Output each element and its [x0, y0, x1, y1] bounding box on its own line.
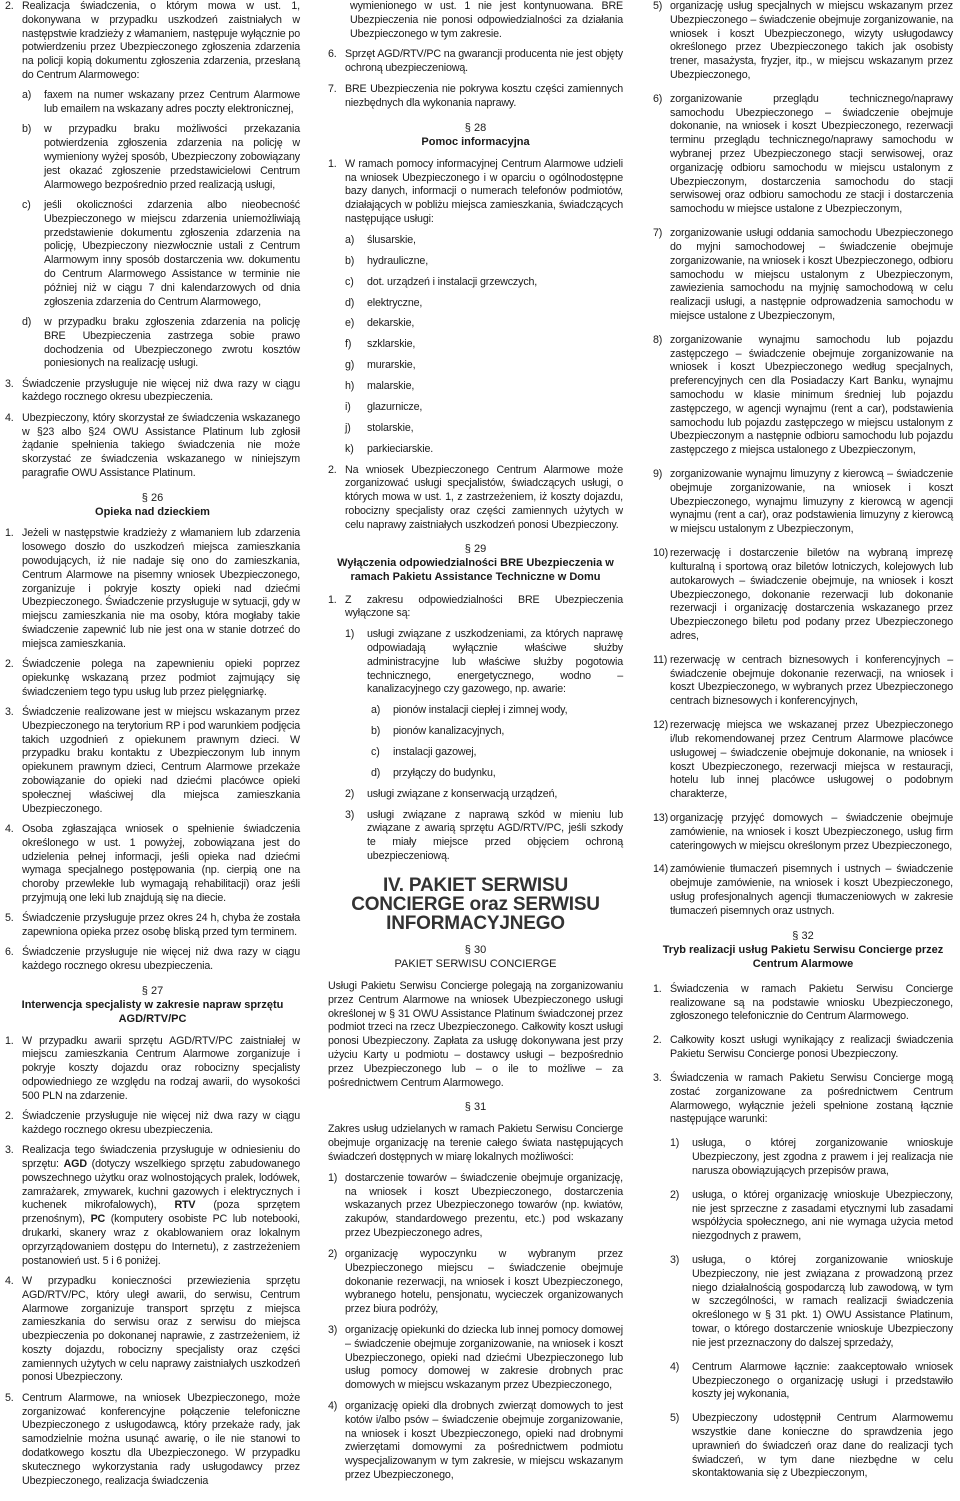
item-number: k) [345, 442, 354, 455]
item-text: zorganizowanie wynajmu samochodu lub pojazdu zastępczego – świadczenie obejmuje zorganizowanie na wniosek i koszt Ubezpieczonego według specjalnych, preferencyjnych cen dla Posiadaczy Kart Banku, wynajmu samochodu w klasie minimum średniej lub pojazdu zastępczego, w agencji wynajmu (rent a car), podstawienia samochodu lub pojazdu zastępczego w miejscu ustalonym z Ubezpieczonym a następnie odbioru samochodu lub pojazdu zastępczego z miejsca ustalonego z Ubezpieczonym, [670, 333, 953, 457]
item-number: a) [345, 233, 355, 246]
item-number: g) [345, 359, 355, 372]
item-number: 4. [5, 1274, 14, 1287]
list-item [5, 527, 300, 651]
item-number: 6) [653, 92, 663, 105]
section-title: Interwencja specjalisty w zakresie napraw sprzętu AGD/RTV/PC [21, 998, 284, 1025]
list-item [328, 809, 623, 864]
item-text: instalacji gazowej, [393, 746, 477, 759]
item-text: zorganizowanie przeglądu technicznego/naprawy samochodu Ubezpieczonego – świadczenie obejmuje dokonanie, na wniosek i koszt Ubezpieczonego, rezerwacji terminu przeglądu technicznego/naprawy samochodu w wybranej przez Ubezpieczonego stacji serwisowej, oraz organizację odbioru samochodu w miejscu ustalonym z Ubezpieczonym, dostarczenia samochodu do stacji serwisowej oraz odbioru samochodu ze stacji i dostarczenia samochodu w miejsce ustalone z Ubezpieczonym, [670, 92, 953, 216]
list-item [328, 704, 623, 718]
item-number: 10) [653, 547, 668, 560]
list-item [328, 1324, 623, 1393]
item-number: a) [22, 89, 32, 102]
item-text: Z zakresu odpowiedzialności BRE Ubezpieczenia wyłączone są: [345, 593, 623, 620]
list-item [653, 1137, 953, 1178]
section-number: § 31 [464, 1101, 487, 1114]
item-number: c) [22, 199, 31, 211]
list-item [653, 1072, 953, 1127]
paragraph: Zakres usług udzielanych w ramach Pakietu Serwisu Concierge obejmuje organizację na terenie całego świata następujących świadczeń dostępnych w miarę lokalnych możliwości: [328, 1123, 623, 1163]
part-title-line: INFORMACYJNEGO [386, 912, 565, 934]
list-item [328, 83, 623, 111]
part-title-line: IV. PAKIET SERWISU [382, 874, 569, 896]
list-item [653, 812, 953, 853]
list-item [5, 946, 300, 974]
list-item [653, 654, 953, 709]
item-number: 11) [653, 653, 668, 666]
item-number: 2. [328, 463, 337, 476]
item-number: 2) [670, 1188, 680, 1201]
section-heading [328, 1100, 623, 1114]
item-number: 2. [5, 0, 14, 12]
item-number: 1) [328, 1171, 338, 1184]
item-number: 3. [653, 1072, 662, 1085]
list-item [328, 317, 623, 331]
bold-term: RTV [174, 1199, 196, 1212]
item-number: 7. [328, 83, 337, 96]
section-title: Tryb realizacji usług Pakietu Serwisu Concierge przez Centrum Alarmowe [662, 943, 944, 970]
item-text: dekarskie, [367, 317, 415, 330]
item-number: e) [345, 317, 355, 330]
item-text: faxem na numer wskazany przez Centrum Alarmowe lub emailem na wskazany adres poczty elektronicznej, [44, 89, 300, 116]
item-text: Jeżeli w następstwie kradzieży z włamaniem lub zdarzenia losowego doszło do uszkodzeń miejsca zamieszkania powodujących, iż nie nadaje się ono do zamieszkania, Centrum Alarmowe na pisemny wniosek Ubezpieczonego, zorganizuje i pokryje koszty opieki nad dziećmi Ubezpieczonego. Świadczenie przysługuje w sytuacji, gdy w miejscu zamieszkania nie ma osoby, która mogłaby takie świadczenie zapewnić lub nie jest ona w stanie dotrzeć do miejsca zamieszkania. [22, 527, 300, 650]
list-item [653, 1034, 953, 1062]
item-text: usługa, o której zorganizowanie wnioskuje Ubezpieczony, jest zgodna z prawem i jej realizacja nie narusza obowiązujących przepisów prawa, [692, 1137, 953, 1177]
list-item [328, 767, 623, 781]
list-item [653, 547, 953, 644]
item-number: i) [345, 400, 351, 413]
item-text: Świadczenie realizowane jest w miejscu wskazanym przez Ubezpieczonego na terytorium RP i pod warunkiem podjęcia takich uzgodnień z opiekunem prawnym dzieci. W przypadku braku kontaktu z Ubezpieczonym lub innym opiekunem prawnym dzieci, Centrum Alarmowe przekaże zobowiązanie do opieki nad dziećmi placówce opieki społecznej właściwej dla miejsca zamieszkania Ubezpieczonego. [22, 705, 300, 815]
section-number: § 30 [464, 943, 487, 956]
section-title: PAKIET SERWISU CONCIERGE [394, 957, 557, 970]
list-item [5, 89, 300, 117]
list-item [5, 412, 300, 481]
list-item [653, 863, 953, 918]
item-text: stolarskie, [367, 421, 414, 434]
list-item [5, 1110, 300, 1138]
column-middle [328, 0, 623, 1490]
item-number: 3. [5, 1144, 14, 1157]
list-item [328, 48, 623, 76]
item-text: hydrauliczne, [367, 254, 429, 267]
item-number: 3) [328, 1323, 338, 1336]
list-item [328, 401, 623, 415]
list-item [328, 338, 623, 352]
list-item [328, 443, 623, 457]
list-item [328, 725, 623, 739]
item-text: dostarczenie towarów – świadczenie obejmuje organizację, na wniosek i koszt Ubezpieczonego, dostarczenia wskazanych przez Ubezpieczonego towarów (np. kwiatów, zakupów, standardowego prezentu, etc.) pod wskazany przez Ubezpieczonego adres, [345, 1171, 623, 1240]
item-number: 3. [5, 705, 14, 718]
item-number: 7) [653, 227, 663, 240]
section-number: § 27 [141, 984, 164, 997]
item-number: 2. [5, 658, 14, 671]
section-heading [328, 121, 623, 149]
item-text: zorganizowanie usługi oddania samochodu Ubezpieczonego do myjni samochodowej – świadczenie obejmuje zorganizowanie, na wniosek i koszt Ubezpieczonego, odbioru samochodu w miejscu ustalonym z Ubezpieczonym, zawiezienia samochodu na myjnię samochodową w celu realizacji usługi, a następnie odprowadzenia samochodu w miejsce ustalone z Ubezpieczonym, [670, 227, 953, 322]
item-text: Realizacja tego świadczenia przysługuje w odniesieniu do sprzętu: AGD (dotyczy wszelkiego sprzętu zabudowanego powszechnego użytku oraz wolnostojących pralek, lodówek, zamrażarek, zmywarek, kuchni gazowych i elektrycznych i kuchenek mikrofalowych), RTV (poza sprzętem przenośnym), PC (komputery osobiste PC lub notebooki, drukarki, skanery wraz z okablowaniem oraz lokalnym oprzyrządowaniem dostępu do Internetu), z zastrzeżeniem postanowień ust. 5 i 6 poniżej. [22, 1144, 300, 1267]
item-text: zorganizowanie wynajmu limuzyny z kierowcą – świadczenie obejmuje zorganizowanie, na wniosek i koszt Ubezpieczonego, wynajmu limuzyny z kierowcą w agencji wynajmu (rent a car), oraz podstawienia limuzyny z kierowcą w miejscu ustalonym z Ubezpieczonym, [670, 468, 953, 536]
item-number: b) [22, 123, 32, 136]
item-number: 1. [5, 527, 14, 540]
bold-term: AGD [63, 1157, 87, 1170]
item-text: ślusarskie, [367, 233, 416, 246]
item-text: Świadczenie polega na zapewnieniu opieki poprzez opiekunkę wskazaną przez podmiot zajmujący się świadczeniem tego typu usług lub przez pielęgniarkę. [22, 658, 300, 698]
item-number: 6. [5, 946, 14, 959]
list-item [5, 1392, 300, 1489]
list-item [328, 788, 623, 802]
item-number: d) [371, 766, 381, 779]
list-item [5, 316, 300, 371]
list-item [5, 706, 300, 816]
item-number: 4. [5, 822, 14, 835]
item-number: 5) [670, 1412, 680, 1425]
item-text: Całkowity koszt usługi wynikający z realizacji świadczenia Pakietu Serwisu Concierge ponosi Ubezpieczony. [670, 1034, 953, 1061]
item-text: elektryczne, [367, 296, 423, 309]
item-number: h) [345, 380, 355, 392]
item-text: rezerwację w centrach biznesowych i konferencyjnych – świadczenie obejmuje dokonanie rezerwacji, na wniosek i koszt Ubezpieczonego, w wybranych przez Ubezpieczonego centrach biznesowych i konferencyjnych, [670, 653, 953, 708]
item-number: 9) [653, 468, 663, 481]
item-text: usługi związane z naprawą szkód w mieniu lub związane z awarią sprzętu AGD/RTV/PC, jeśli szkody te miały miejsce przed objęciem ochroną ubezpieczeniową. [367, 808, 623, 863]
item-number: d) [345, 296, 355, 309]
list-item [5, 199, 300, 309]
section-title: Wyłączenia odpowiedzialności BRE Ubezpieczenia w ramach Pakietu Assistance Techniczne w Domu [337, 557, 614, 584]
column-left [5, 0, 300, 1495]
section-number: § 32 [792, 929, 814, 942]
section-heading [328, 542, 623, 584]
item-number: 1) [345, 628, 355, 641]
item-number: 1) [670, 1137, 680, 1150]
item-text: BRE Ubezpieczenia nie pokrywa kosztu części zamiennych niezbędnych dla wykonania naprawy. [345, 83, 623, 109]
item-text: Centrum Alarmowe łącznie: zaakceptowało wniosek Ubezpieczonego o organizację usługi i przedstawiło koszty jej wykonania, [692, 1360, 953, 1401]
part-title-line: CONCIERGE oraz SERWISU [351, 893, 600, 915]
list-item [653, 227, 953, 324]
item-number: a) [371, 704, 381, 717]
item-text: usługi związane z uszkodzeniami, za których naprawę odpowiadają wyłącznie właściwe służby administracyjne lub właściwe służby pogotowia technicznego, energetycznego, wodno – kanalizacyjnego czy gazowego, np. awarie: [367, 628, 623, 696]
item-number: 5. [5, 1391, 14, 1404]
item-text: Sprzęt AGD/RTV/PC na gwarancji producenta nie jest objęty ochroną ubezpieczeniową. [345, 48, 623, 75]
item-text: szklarskie, [367, 338, 416, 351]
list-item [328, 1172, 623, 1241]
item-text: Świadczenie przysługuje nie więcej niż dwa razy w ciągu każdego rocznego okresu ubezpieczenia. [22, 946, 300, 973]
item-number: 5) [653, 0, 663, 12]
item-text: Centrum Alarmowe, na wniosek Ubezpieczonego, może zorganizować konferencyjne połączenie telefoniczne Ubezpieczonego z usługodawcą, który przekaże rady, jak samodzielnie można usunąć awarię, o ile nie stanowi to dodatkowego kosztu dla Ubezpieczonego. W przypadku skutecznego wykorzystania rady usługodawcy przez Ubezpieczonego, realizacja świadczenia [22, 1391, 300, 1487]
item-text: Świadczenie przysługuje nie więcej niż dwa razy w ciągu każdego rocznego okresu ubezpieczenia. [22, 1110, 300, 1136]
item-text: organizację wypoczynku w wybranym przez Ubezpieczonego miejscu – świadczenie obejmuje dokonanie rezerwacji, na wniosek i koszt Ubezpieczonego, wybranego hotelu, pensjonatu, wycieczek organizowanych przez biura podróży, [345, 1247, 623, 1316]
item-number: f) [345, 338, 352, 351]
item-text: Świadczenie przysługuje przez okres 24 h, chyba że została zapewniona opieka przez osobę bliską przed tym terminem. [22, 912, 300, 939]
item-text: glazurnicze, [367, 400, 423, 413]
item-number: 4) [670, 1360, 680, 1373]
item-text: rezerwację i dostarczenie biletów na wybraną imprezę kulturalną i sportową oraz biletów lotniczych, kolejowych lub autokarowych – świadczenie obejmuje, na wniosek i koszt Ubezpieczonego, dokonanie rezerwacji lub dokonanie rezerwacji i organizację dostarczenia wskazanego przez Ubezpieczonego biletu pod podany przez Ubezpieczonego adres, [670, 547, 953, 642]
list-item [653, 468, 953, 537]
item-text: pionów instalacji ciepłej i zimnej wody, [393, 704, 568, 717]
item-text: w przypadku braku zgłoszenia zdarzenia na policję BRE Ubezpieczenia zastrzega sobie prawo dochodzenia od Ubezpieczonego zwrotu kosztów poniesionych na realizację usługi. [44, 315, 300, 370]
list-item [5, 912, 300, 940]
item-text: usługi związane z konserwacją urządzeń, [367, 787, 558, 800]
list-item [328, 1248, 623, 1317]
column-right [653, 0, 953, 1491]
item-text: Świadczenia w ramach Pakietu Serwisu Concierge realizowane są na podstawie wniosku Ubezpieczonego, zgłoszonego telefonicznie do Centrum Alarmowego. [670, 982, 953, 1023]
paragraph: wymienionego w ust. 1 nie jest kontynuowana. BRE Ubezpieczenia nie ponosi odpowiedzialności za działania Ubezpieczonego w tym zakresie. [350, 0, 623, 40]
item-text: W ramach pomocy informacyjnej Centrum Alarmowe udzieli na wniosek Ubezpieczonego i w oparciu o ogólnodostępne bazy danych, informacji o numerach telefonów podmiotów, działających w pobliżu miejsca zamieszkania, świadczących następujące usługi: [345, 157, 623, 225]
item-text: organizację opiekunki do dziecka lub innej pomocy domowej – świadczenie obejmuje zorganizowanie, na wniosek i koszt Ubezpieczonego, opieki nad dziećmi Ubezpieczonego lub usług pomocy domowej w zakresie drobnych prac domowych w miejscu wskazanym przez Ubezpieczonego, [345, 1323, 623, 1392]
item-text: organizację usług specjalnych w miejscu wskazanym przez Ubezpieczonego – świadczenie obejmuje zorganizowanie, na wniosek i koszt Ubezpieczonego, wizyty usługodawcy określonego przez Ubezpieczonego takich jak osobisty trener, masażysta, fryzjer, itp., w miejscu wskazanym przez Ubezpieczonego, [670, 0, 953, 81]
item-number: 8) [653, 333, 663, 346]
item-number: 5. [5, 912, 14, 925]
list-item [328, 422, 623, 436]
item-text: Ubezpieczony udostępnił Centrum Alarmowemu wszystkie dane konieczne do sprawdzenia jego uprawnień do świadczeń oraz dane do realizacji tych świadczeń, w tym dane niezbędne w celu skontaktowania się z Ubezpieczonym, [692, 1412, 953, 1480]
item-number: 2) [345, 787, 355, 800]
item-text: usługa, o której organizację wnioskuje Ubezpieczony, nie jest sprzeczne z zasadami etycznymi lub zasadami współżycia społecznego, ani nie wymaga użycia metod niezgodnych z prawem, [692, 1188, 953, 1243]
section-number: § 26 [141, 491, 164, 504]
paragraph: Usługi Pakietu Serwisu Concierge polegają na zorganizowaniu przez Centrum Alarmowe na wniosek Ubezpieczonego usługi określonej w § 31 OWU Assistance Platinum świadczonej przez podmiot trzeci na rzecz Ubezpieczonego. Całkowity koszt usługi ponosi Ubezpieczony. Zapłata za usługę dokonywana jest przy użyciu Karty u podmiotu – dostawcy usługi – bezpośrednio przez Ubezpieczonego lub – o ile to możliwe – za pośrednictwem Centrum Alarmowego. [328, 979, 623, 1089]
item-number: 12) [653, 719, 668, 732]
item-number: 14) [653, 863, 668, 876]
list-item [328, 158, 623, 227]
item-number: b) [345, 254, 355, 267]
list-item [653, 1361, 953, 1402]
list-item [328, 234, 623, 248]
list-item [653, 1412, 953, 1481]
item-text: W przypadku awarii sprzętu AGD/RTV/PC zaistniałej w miejscu zamieszkania Centrum Alarmowe zorganizuje i pokryje koszty dojazdu oraz robocizny specjalisty odpowiedniego ze względu na rodzaj awarii, do wysokości 500 PLN na zdarzenie. [22, 1034, 300, 1102]
section-heading [5, 491, 300, 519]
item-number: 4) [328, 1400, 338, 1413]
item-text: dot. urządzeń i instalacji grzewczych, [367, 275, 538, 288]
item-text: organizację przyjęć domowych – świadczenie obejmuje zamówienie, na wniosek i koszt Ubezpieczonego, usług firm cateringowych w miejscu określonym przez Ubezpieczonego, [670, 811, 953, 852]
item-number: j) [345, 421, 351, 434]
item-number: 1. [653, 982, 662, 995]
item-text: pionów kanalizacyjnych, [393, 725, 505, 738]
section-heading [653, 929, 953, 971]
item-text: Ubezpieczony, który skorzystał ze świadczenia wskazanego w §23 albo §24 OWU Assistance Platinum lub zgłosił żądanie spełnienia takiego świadczenia nie może skorzystać ze świadczenia wskazanego w niniejszym paragrafie OWU Assistance Platinum. [22, 411, 300, 479]
item-text: W przypadku konieczności przewiezienia sprzętu AGD/RTV/PC, który uległ awarii, do serwisu, Centrum Alarmowe zorganizuje transport sprzętu z miejsca zamieszkania do serwisu oraz z serwisu do miejsca ubezpieczenia po dokonanej naprawie, z zastrzeżeniem, iż koszty dojazdu, robocizny specjalisty oraz części zamiennych użytych w celu naprawy zaistniałych uszkodzeń ponosi Ubezpieczony. [22, 1274, 300, 1384]
item-text: przyłączy do budynku, [393, 766, 496, 779]
list-item [653, 1254, 953, 1351]
list-item [653, 334, 953, 458]
section-title: Opieka nad dzieckiem [95, 505, 210, 518]
list-item [653, 983, 953, 1024]
item-text: Osoba zgłaszająca wniosek o spełnienie świadczenia określonego w ust. 1 powyżej, zobowiązana jest do udzielenia pełnej informacji, jeśli opieka nad dziećmi wymaga specjalnego postępowania (np. cierpią one na choroby przewlekłe lub wymagają rehabilitacji) oraz jeśli przyjmują one leki lub znajdują się na diecie. [22, 822, 300, 904]
list-item [653, 1189, 953, 1244]
list-item [328, 359, 623, 373]
section-heading [328, 943, 623, 971]
item-text: Świadczenia w ramach Pakietu Serwisu Concierge mogą zostać zorganizowane za pośrednictwem Centrum Alarmowego, wyłącznie jeżeli spełnione zostaną łącznie następujące warunki: [670, 1072, 953, 1126]
item-number: 3. [5, 377, 14, 390]
list-item [5, 378, 300, 406]
list-item [328, 594, 623, 622]
list-item [328, 380, 623, 394]
item-number: 2. [5, 1110, 14, 1123]
item-number: d) [22, 315, 32, 328]
item-number: c) [371, 746, 380, 759]
item-number: 1. [328, 157, 337, 170]
list-item [328, 255, 623, 269]
item-text: zamówienie tłumaczeń pisemnych i ustnych – świadczenie obejmuje zamówienie, na wniosek i koszt Ubezpieczonego, usług profesjonalnych agencji tłumaczeniowych w zakresie tłumaczeń pisemnych oraz ustnych. [670, 863, 953, 917]
item-number: 2. [653, 1034, 662, 1047]
list-item [5, 658, 300, 699]
item-text: rezerwację miejsca we wskazanej przez Ubezpieczonego i/lub rekomendowanej przez Centrum Alarmowe placówce usługowej – świadczenie obejmuje dokonanie, na wniosek i koszt Ubezpieczonego, rezerwacji miejsca w restauracji, hotelu lub innej placówce usługowej o podobnym charakterze, [670, 719, 953, 801]
section-number: § 28 [464, 121, 487, 134]
list-item [5, 1035, 300, 1104]
item-number: 3) [345, 808, 355, 821]
item-text: organizację opieki dla drobnych zwierząt domowych to jest kotów i/albo psów – świadczenie obejmuje zorganizowanie, na wniosek i koszt Ubezpieczonego, opieki nad drobnymi zwierzętami domowymi za pośrednictwem podmiotu wyspecjalizowanym w tym zakresie, w miejscu wskazanym przez Ubezpieczonego, [345, 1400, 623, 1482]
section-title: Pomoc informacyjna [421, 135, 530, 148]
item-text: malarskie, [367, 380, 415, 392]
item-number: 4. [5, 411, 14, 424]
list-item [5, 1275, 300, 1385]
list-item [5, 123, 300, 192]
item-number: 6. [328, 48, 337, 61]
item-text: w przypadku braku możliwości przekazania potwierdzenia zgłoszenia zdarzenia na policję w wymieniony wyżej sposób, Ubezpieczony zobowiązany jest okazać zgłoszenie przedstawicielowi Centrum Alarmowego bezpośrednio przed realizacją usługi, [44, 123, 300, 191]
list-item [5, 1144, 300, 1268]
list-item [328, 297, 623, 311]
item-text: Realizacja świadczenia, o którym mowa w ust. 1, dokonywana w przypadku uszkodzeń zaistniałych w następstwie kradzieży z włamaniem, następuje wyłącznie po potwierdzeniu przez Ubezpieczonego zgłoszenia zdarzenia na policji kopią dokumentu zgłoszenia zdarzenia, przesłaną do Centrum Alarmowego: [22, 0, 300, 81]
list-item [328, 1400, 623, 1483]
item-text: murarskie, [367, 359, 416, 372]
section-heading [5, 984, 300, 1026]
list-item [653, 93, 953, 217]
item-number: 1. [328, 593, 337, 606]
list-item [5, 0, 300, 83]
list-item [653, 0, 953, 83]
list-item [5, 823, 300, 906]
item-number: 13) [653, 811, 668, 824]
list-item [328, 276, 623, 290]
item-text: usługa, o której zorganizowanie wnioskuje Ubezpieczony, nie jest związana z prowadzoną przez niego działalnością gospodarczą lub zawodową, w tym w szczególności, w ramach realizacji świadczenia określonego w § 31 pkt. 1) OWU Assistance Platinum, towar, o którego dostarczenie wnioskuje Ubezpieczony nie jest przeznaczony do dalszej sprzedaży, [692, 1254, 953, 1349]
list-item [328, 746, 623, 760]
item-number: 3) [670, 1254, 680, 1267]
part-title [328, 876, 623, 933]
bold-term: PC [90, 1213, 106, 1226]
item-text: parkieciarskie. [367, 442, 434, 455]
item-number: 2) [328, 1247, 338, 1260]
item-number: 1. [5, 1034, 14, 1047]
item-number: c) [345, 275, 354, 288]
list-item [328, 464, 623, 533]
list-item [328, 628, 623, 697]
item-number: b) [371, 725, 381, 738]
item-text: Świadczenie przysługuje nie więcej niż dwa razy w ciągu każdego rocznego okresu ubezpieczenia. [22, 377, 300, 404]
list-item [653, 719, 953, 802]
item-text: Na wniosek Ubezpieczonego Centrum Alarmowe może zorganizować usługi specjalistów, świadczących usługi, o których mowa w ust. 1, z zastrzeżeniem, iż koszty dojazdu, robocizny specjalisty oraz części zamiennych użytych w celu naprawy zaistniałych uszkodzeń ponosi Ubezpieczony. [345, 463, 623, 531]
section-number: § 29 [464, 543, 487, 556]
item-text: jeśli okoliczności zdarzenia albo nieobecność Ubezpieczonego w miejscu zdarzenia uniemożliwiają przedstawienie dokumentu zgłoszenia zdarzenia na policję, Ubezpieczony niezwłocznie ustali z Centrum Alarmowym inny sposób dostarczenia ww. dokumentu do Centrum Alarmowego Assistance w terminie nie później niż w ciągu 7 dni kalendarzowych od dnia zgłoszenia zdarzenia do Centrum Alarmowego, [44, 199, 300, 308]
